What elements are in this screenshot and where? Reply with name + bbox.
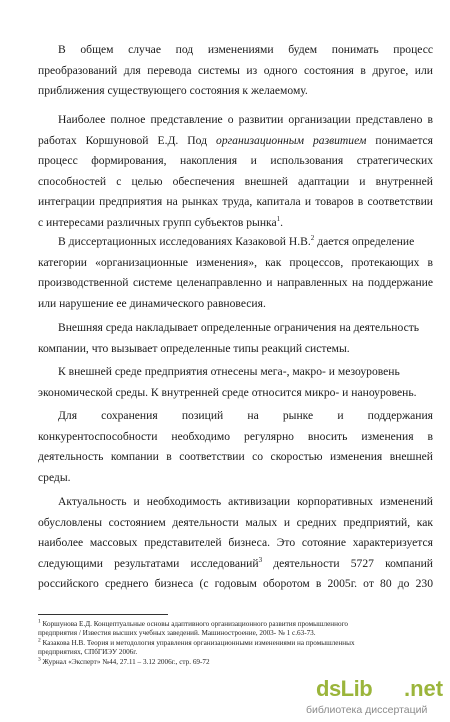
footnote-line: предприятия / Известия высших учебных заведений. Машиностроение, 2003- № 1 с.63-73. <box>38 629 316 638</box>
text-line: процесс формирования, накопления и использования стратегических <box>38 154 433 167</box>
text-line: В общем случае под изменениями будем понимать процесс <box>58 43 433 56</box>
text-run: Казакова Н.В. Теория и методология управления организационными изменениями на промышленных <box>42 639 355 647</box>
paragraph-7 <box>38 492 433 595</box>
text-line: интеграции предприятия на рынках труда, капитала и товаров в соответствии <box>38 195 433 208</box>
text-line: способностей с целью обеспечения внешней адаптации и внутренней <box>38 174 433 188</box>
footnote-ref[interactable]: 2 <box>310 234 315 243</box>
footnote-line <box>38 639 438 648</box>
text-run: Журнал «Эксперт» №44, 27.11 – 3.12 2006г., стр. 69-72 <box>42 658 210 666</box>
italic-term: организационным развитием <box>216 133 367 147</box>
dslib-logo: dsLib <box>316 676 373 701</box>
text-run: с интересами различных групп субъектов рынка <box>38 215 277 229</box>
text-line <box>38 232 433 253</box>
text-line: производственной системе целенаправленно и направленных на поддержание <box>38 276 433 289</box>
text-line: работах Коршуновой Е.Д. Под организационным развитием понимается <box>38 133 434 147</box>
text-line: преобразований для перевода системы из одного состояния в другое, или <box>38 63 433 77</box>
text-run: дается определение <box>317 235 415 248</box>
footnote-line: предприятиях, СПбГИЭУ 2006г. <box>38 648 138 657</box>
text-run: следующими результатами исследований <box>38 556 259 570</box>
text-line: обусловлены состоянием деятельности малых и средних предприятий, как <box>38 515 433 529</box>
text-line: Актуальность и необходимость активизации корпоративных изменений <box>58 495 433 508</box>
text-line: категории «организационные изменения», как процессов, протекающих в <box>38 255 433 269</box>
text-line: К внешней среде предприятия отнесены мега-, макро- и мезоуровень <box>58 365 400 378</box>
text-line: деятельность компании в соответствии со скоростью изменения внешней <box>38 450 433 463</box>
watermark-subtitle: библиотека диссертаций <box>306 704 428 716</box>
text-line: компании, что вызывает определенные типы реакций системы. <box>38 341 350 355</box>
text-run: В диссертационных исследованиях Казаковой Н.В. <box>58 235 311 248</box>
footnote-3 <box>38 658 438 667</box>
text-line: наиболее массовых представителей бизнеса. Это сотояние характеризуется <box>38 536 433 549</box>
paragraph-2 <box>38 110 433 233</box>
footnote-line <box>38 658 438 667</box>
text-run: Коршунова Е.Д. Концептуальные основы адаптивного организационного развития промышленного <box>42 620 348 628</box>
text-line: Для сохранения позиций на рынке и поддержания <box>58 409 433 422</box>
text-line: конкурентоспособности необходимо регулярно вносить изменения в <box>38 429 433 443</box>
paragraph-1 <box>38 40 433 102</box>
paragraph-3 <box>38 232 433 314</box>
text-line: с интересами различных групп субъектов рынка$^1$. <box>38 214 284 229</box>
footnote-ref[interactable]: 3 <box>258 555 263 564</box>
footnote-mark: 3 <box>38 656 41 663</box>
paragraph-5 <box>38 362 433 403</box>
text-line: российского среднего бизнеса (с годовым оборотом в 2005г. от 80 до 230 <box>38 577 433 590</box>
footnote-2 <box>38 639 438 657</box>
footnote-divider <box>38 614 168 615</box>
footnote-ref[interactable]: 1 <box>276 214 281 223</box>
footnote-1 <box>38 620 438 638</box>
footnote-mark: 2 <box>38 637 41 644</box>
text-line: или нарушение ее динамического равновесия. <box>38 296 266 310</box>
site-watermark[interactable] <box>300 674 450 722</box>
text-line: среды. <box>38 470 71 484</box>
footnote-line <box>38 620 438 629</box>
text-run: деятельности 5727 компаний <box>273 556 433 570</box>
footnote-mark: 1 <box>38 618 41 625</box>
text-line: Внешняя среда накладывает определенные ограничения на деятельность <box>58 321 420 334</box>
paragraph-4 <box>38 318 433 359</box>
paragraph-6 <box>38 406 433 488</box>
text-line: экономической среды. К внутренней среде относится микро- и наноуровень. <box>38 385 417 399</box>
text-line <box>38 554 433 575</box>
dslib-logo-ext: .net <box>404 676 444 701</box>
text-line: приближения существующего состояния к желаемому. <box>38 84 308 97</box>
text-line: Наиболее полное представление о развитии организации представлено в <box>58 113 433 126</box>
